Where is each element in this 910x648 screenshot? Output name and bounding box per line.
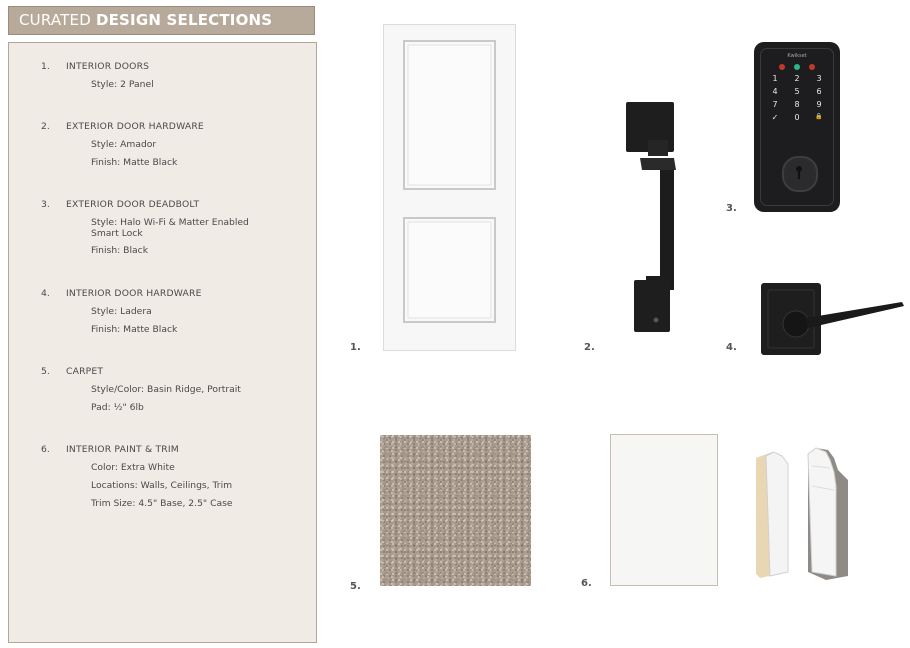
keypad-key: 🔒	[815, 113, 823, 120]
item-detail: Style: 2 Panel	[91, 79, 154, 90]
keypad-key: 3	[816, 74, 822, 83]
keypad-key: 8	[794, 100, 800, 109]
carpet-swatch-image	[380, 435, 531, 586]
keypad-key: 2	[794, 74, 800, 83]
status-light-icon	[794, 64, 800, 70]
item-title: EXTERIOR DOOR DEADBOLT	[66, 199, 200, 210]
header-prefix: CURATED	[19, 11, 96, 29]
item-number: 4.	[41, 288, 50, 299]
lock-brand: Kwikset	[787, 53, 807, 59]
item-detail: Color: Extra White	[91, 462, 175, 473]
two-panel-door-image	[383, 24, 516, 351]
item-title: CARPET	[66, 366, 104, 377]
smart-lock-image	[754, 42, 840, 212]
item-number: 3.	[41, 199, 50, 210]
item-title: EXTERIOR DOOR HARDWARE	[66, 121, 204, 132]
status-light-icon	[779, 64, 785, 70]
item-number: 1.	[41, 61, 50, 72]
exterior-handleset-image	[620, 100, 682, 336]
item-detail: Style/Color: Basin Ridge, Portrait	[91, 384, 241, 395]
item-title: INTERIOR DOOR HARDWARE	[66, 288, 202, 299]
item-number: 2.	[41, 121, 50, 132]
item-detail: Finish: Matte Black	[91, 157, 178, 168]
item-number: 5.	[41, 366, 50, 377]
keypad-key: 9	[816, 100, 822, 109]
keypad-key: 5	[794, 87, 800, 96]
keypad-key: 4	[772, 87, 778, 96]
image-caption: 1.	[350, 342, 361, 353]
keypad-key: 0	[794, 113, 800, 122]
keyhole-cylinder-icon	[782, 156, 818, 192]
image-caption: 2.	[584, 342, 595, 353]
lock-keypad	[764, 74, 830, 122]
keypad-key: ✓	[771, 113, 779, 122]
header-bold: DESIGN SELECTIONS	[95, 11, 273, 29]
paint-swatch-image	[610, 434, 718, 586]
keypad-key: 6	[816, 87, 822, 96]
item-number: 6.	[41, 444, 50, 455]
selections-panel	[8, 42, 317, 643]
trim-profiles-image	[752, 446, 856, 582]
image-caption: 5.	[350, 581, 361, 592]
item-detail: Style: Halo Wi-Fi & Matter Enabled Smart Lock	[91, 217, 249, 239]
item-title: INTERIOR DOORS	[66, 61, 150, 72]
item-detail: Finish: Matte Black	[91, 324, 178, 335]
image-caption: 4.	[726, 342, 737, 353]
item-detail: Style: Amador	[91, 139, 157, 150]
item-detail: Pad: ½" 6lb	[91, 402, 144, 413]
item-detail: Style: Ladera	[91, 306, 152, 317]
item-detail: Trim Size: 4.5" Base, 2.5" Case	[91, 498, 233, 509]
keypad-key: 1	[772, 74, 778, 83]
page-header	[8, 6, 315, 35]
item-detail: Finish: Black	[91, 245, 149, 256]
keypad-key: 7	[772, 100, 778, 109]
item-title: INTERIOR PAINT & TRIM	[66, 444, 179, 455]
item-detail: Locations: Walls, Ceilings, Trim	[91, 480, 233, 491]
interior-lever-image	[760, 282, 906, 358]
status-light-icon	[809, 64, 815, 70]
image-caption: 6.	[581, 578, 592, 589]
image-caption: 3.	[726, 203, 737, 214]
